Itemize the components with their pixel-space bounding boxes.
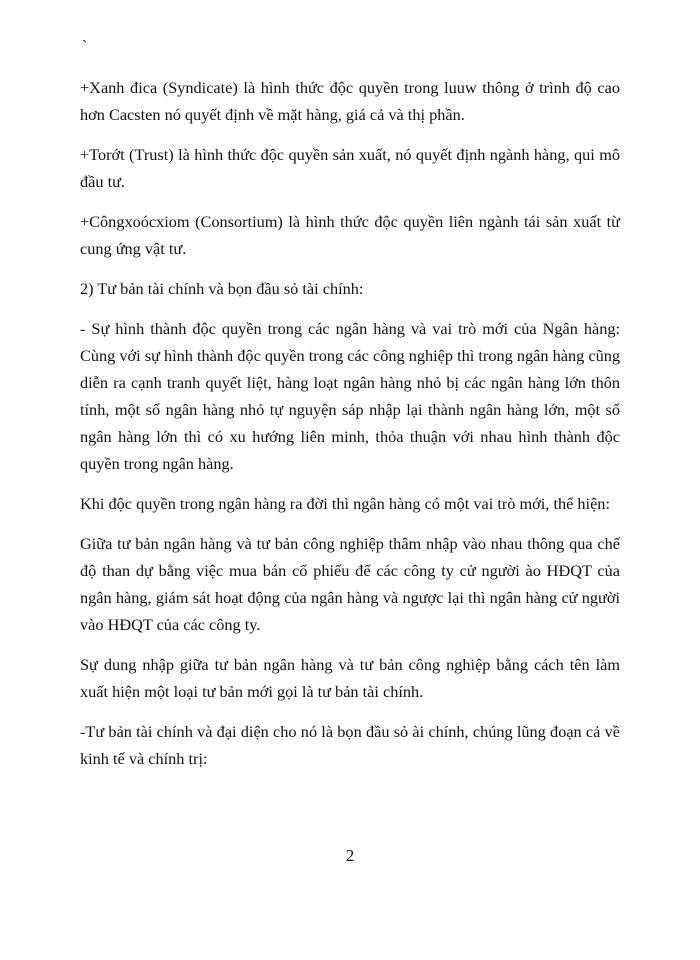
paragraph-interpenetration: Giữa tư bản ngân hàng và tư bản công nghiệp thâm nhập vào nhau thông qua chế độ than dự bằng việc mua bán cổ phiếu để các công ty cử người ào HĐQT của ngân hàng, giám sát hoạt động của ngân hàng và ngược lại thì ngân hàng cử người vào HĐQT của các công ty. bbox=[80, 534, 620, 634]
paragraph-merger: Sự dung nhập giữa tư bản ngân hàng và tư bản công nghiệp bằng cách tên làm xuất hiện một loại tư bản mới gọi là tư bản tài chính. bbox=[80, 655, 620, 701]
paragraph-bank-new-role: Khi độc quyền trong ngân hàng ra đời thì ngân hàng có một vai trò mới, thể hiện: bbox=[80, 494, 610, 513]
paragraph-bank-monopoly: - Sự hình thành độc quyền trong các ngân hàng và vai trò mới của Ngân hàng: Cùng với sự hình thành độc quyền trong các công nghiệp thì trong ngân hàng cũng diễn ra cạnh tranh quyết liệt, hàng loạt ngân hàng nhỏ bị các ngân hàng lớn thôn tính, một số ngân hàng nhỏ tự nguyện sáp nhập lại thành ngân hàng lớn, một số ngân hàng lớn thì có xu hướng liên minh, thỏa thuận với nhau hình thành độc quyền trong ngân hàng. bbox=[80, 319, 620, 473]
paragraph-trust: +Torớt (Trust) là hình thức độc quyền sản xuất, nó quyết định ngành hàng, qui mô đầu tư. bbox=[80, 145, 620, 191]
page-body bbox=[80, 38, 620, 785]
paragraph-consortium: +Côngxoócxiom (Consortium) là hình thức độc quyền liên ngành tái sản xuất từ cung ứng vật tư. bbox=[80, 212, 620, 258]
page-number: 2 bbox=[345, 846, 355, 865]
stray-mark: ` bbox=[82, 38, 88, 55]
paragraph-syndicate: +Xanh đica (Syndicate) là hình thức độc quyền trong luuw thông ở trình độ cao hơn Cacsten nó quyết định về mặt hàng, giá cả và thị phần. bbox=[80, 78, 620, 124]
paragraph-financial-oligarchy: -Tư bản tài chính và đại diện cho nó là bọn đầu sỏ ài chính, chúng lũng đoạn cả về kinh tế và chính trị: bbox=[80, 722, 620, 768]
section-heading-finance-capital: 2) Tư bản tài chính và bọn đầu sỏ tài chính: bbox=[80, 279, 364, 298]
